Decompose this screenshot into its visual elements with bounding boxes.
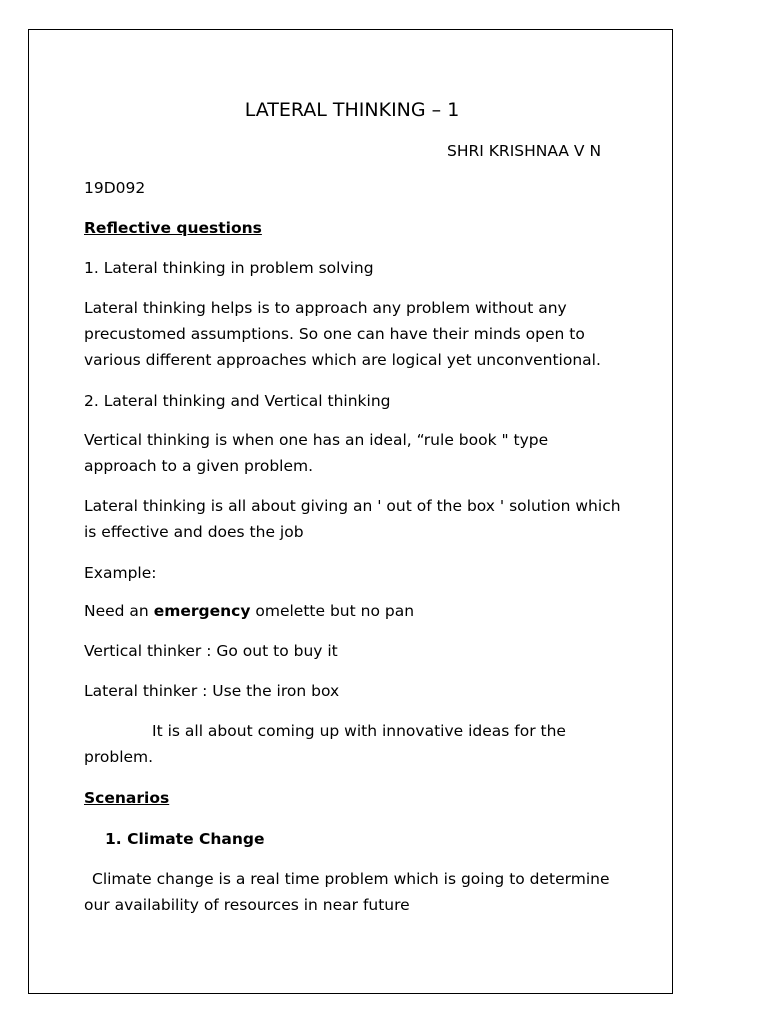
q1-answer-line-2: precustomed assumptions. So one can have their minds open to: [84, 325, 585, 343]
reflective-questions-heading: Reflective questions: [84, 219, 262, 237]
innovation-line-2: problem.: [84, 748, 154, 766]
innovation-line-1: It is all about coming up with innovative ideas for the: [152, 722, 566, 740]
example-need-emphasis: emergency: [153, 602, 251, 620]
question-2-heading: 2. Lateral thinking and Vertical thinking: [84, 392, 391, 410]
q1-answer-line-1: Lateral thinking helps is to approach any problem without any: [84, 299, 567, 317]
scenarios-heading: Scenarios: [84, 789, 170, 807]
scenario-1-heading: 1. Climate Change: [105, 830, 265, 848]
document-title: LATERAL THINKING – 1: [244, 99, 460, 121]
q2-lateral-line-1: Lateral thinking is all about giving an ' out of the box ' solution which: [84, 497, 621, 515]
example-need-line: [84, 598, 414, 624]
q2-vertical-line-1: Vertical thinking is when one has an ideal, “rule book " type: [84, 431, 549, 449]
lateral-thinker-line: Lateral thinker : Use the iron box: [84, 682, 340, 700]
example-need-prefix: Need an: [84, 602, 154, 620]
q2-lateral-line-2: is effective and does the job: [84, 523, 304, 541]
vertical-thinker-line: Vertical thinker : Go out to buy it: [84, 642, 338, 660]
example-label: Example:: [84, 564, 157, 582]
q2-vertical-line-2: approach to a given problem.: [84, 457, 314, 475]
author-name: SHRI KRISHNAA V N: [447, 142, 602, 160]
question-1-heading: 1. Lateral thinking in problem solving: [84, 259, 374, 277]
roll-number: 19D092: [84, 179, 146, 197]
scenario-1-line-2: our availability of resources in near future: [84, 896, 410, 914]
q1-answer-line-3: various different approaches which are logical yet unconventional.: [84, 351, 601, 369]
scenario-1-line-1: Climate change is a real time problem which is going to determine: [92, 870, 610, 888]
example-need-suffix: omelette but no pan: [250, 602, 415, 620]
